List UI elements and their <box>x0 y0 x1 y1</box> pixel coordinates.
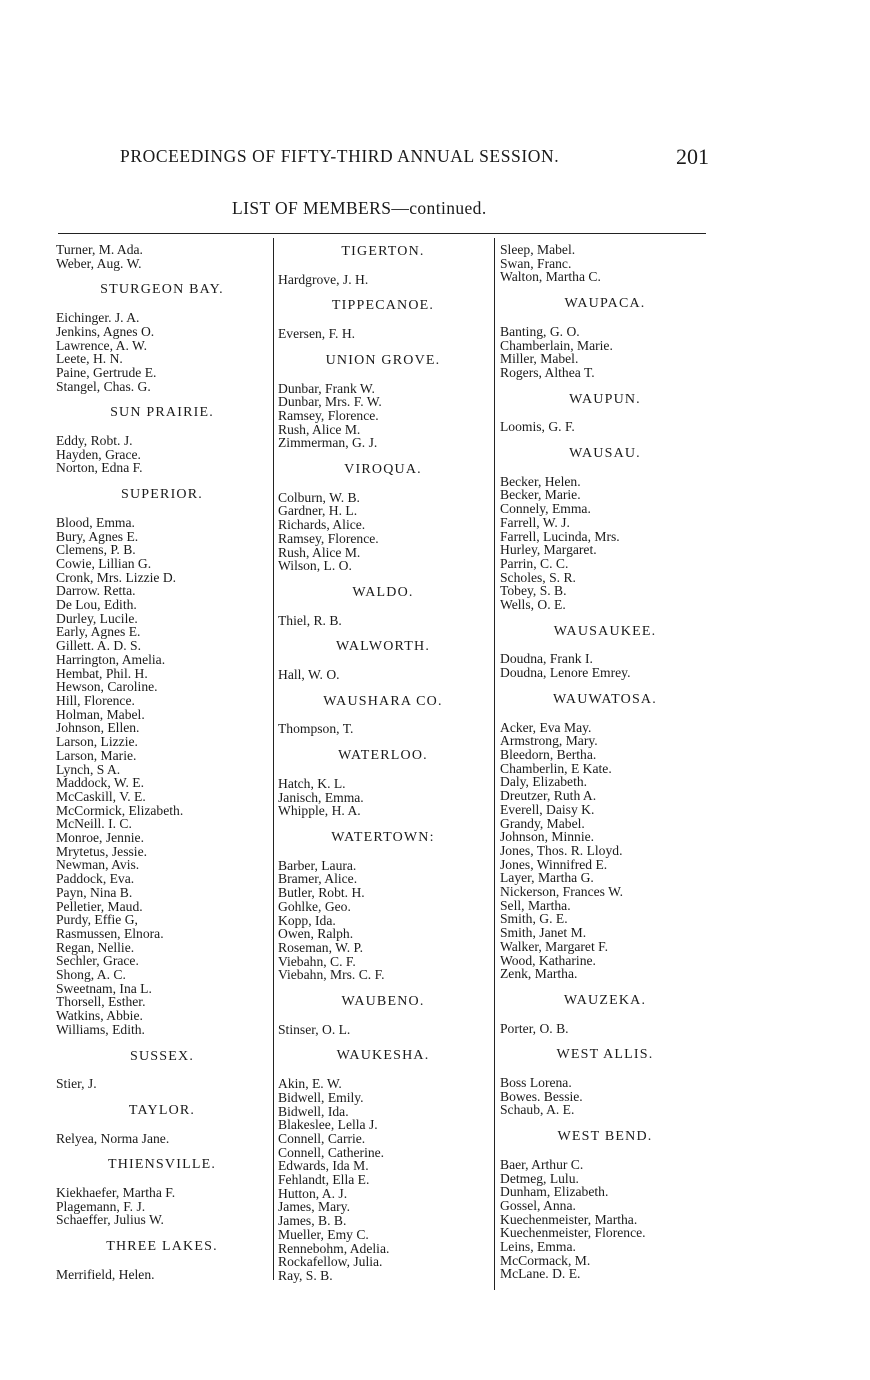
member-name: Mrytetus, Jessie. <box>56 843 147 859</box>
town-heading: SUPERIOR. <box>121 487 203 503</box>
town-heading: THIENSVILLE. <box>107 1157 217 1173</box>
member-name: Butler, Robt. H. <box>278 885 365 901</box>
member-name: Leete, H. N. <box>56 351 123 367</box>
member-name: Larson, Marie. <box>56 747 137 763</box>
member-name: Hutton, A. J. <box>278 1185 348 1201</box>
column-divider <box>273 238 274 1280</box>
page-header-title: PROCEEDINGS OF FIFTY-THIRD ANNUAL SESSION. <box>120 146 560 166</box>
member-name: Walton, Martha C. <box>500 269 601 285</box>
town-heading: UNION GROVE. <box>325 352 441 368</box>
header-rule <box>58 233 706 234</box>
member-name: Acker, Eva May. <box>500 719 592 735</box>
member-name: Dunham, Elizabeth. <box>500 1184 609 1200</box>
member-name: Chamberlain, Marie. <box>500 337 613 353</box>
member-name: Rockafellow, Julia. <box>278 1254 383 1270</box>
member-name: Zenk, Martha. <box>500 966 578 982</box>
member-name: Jenkins, Agnes O. <box>56 323 155 339</box>
member-name: Jones, Thos. R. Lloyd. <box>500 842 623 858</box>
member-name: Lynch, S A. <box>56 761 121 777</box>
member-name: McLane. D. E. <box>500 1266 581 1282</box>
member-name: Layer, Martha G. <box>500 870 594 886</box>
member-name: Smith, G. E. <box>500 911 568 927</box>
member-name: Pelletier, Maud. <box>56 898 143 914</box>
member-name: Walker, Margaret F. <box>500 938 608 954</box>
member-name: Miller, Mabel. <box>500 351 579 367</box>
member-name: Wilson, L. O. <box>278 558 352 574</box>
member-name: Kiekhaefer, Martha F. <box>56 1185 176 1201</box>
member-name: Stinser, O. L. <box>278 1021 351 1037</box>
member-name: Loomis, G. F. <box>500 419 575 435</box>
member-name: Baer, Arthur C. <box>500 1156 584 1172</box>
member-name: Bury, Agnes E. <box>56 528 139 544</box>
member-name: Gardner, H. L. <box>278 503 358 519</box>
town-heading: WEST BEND. <box>557 1129 653 1145</box>
member-name: Grandy, Mabel. <box>500 815 585 831</box>
member-name: Swan, Franc. <box>500 255 572 271</box>
member-name: James, Mary. <box>278 1199 350 1215</box>
member-name: Hewson, Caroline. <box>56 679 158 695</box>
member-name: Hembat, Phil. H. <box>56 665 148 681</box>
column-divider <box>494 238 495 1290</box>
member-name: Kuechenmeister, Florence. <box>500 1225 646 1241</box>
member-name: Bowes. Bessie. <box>500 1088 583 1104</box>
member-name: Kuechenmeister, Martha. <box>500 1211 638 1227</box>
member-name: McCormack, M. <box>500 1252 591 1268</box>
member-name: Bidwell, Ida. <box>278 1103 349 1119</box>
member-name: Plagemann, F. J. <box>56 1198 146 1214</box>
member-name: Boss Lorena. <box>500 1075 572 1091</box>
member-name: Edwards, Ida M. <box>278 1158 369 1174</box>
member-name: Dunbar, Frank W. <box>278 380 375 396</box>
member-name: Cronk, Mrs. Lizzie D. <box>56 569 177 585</box>
member-name: Stier, J. <box>56 1076 97 1092</box>
member-name: Bidwell, Emily. <box>278 1089 364 1105</box>
member-name: Hurley, Margaret. <box>500 542 597 558</box>
member-name: Whipple, H. A. <box>278 803 361 819</box>
member-name: Akin, E. W. <box>278 1076 342 1092</box>
town-heading: WALWORTH. <box>335 639 431 655</box>
member-name: Dreutzer, Ruth A. <box>500 788 597 804</box>
town-heading: THREE LAKES. <box>106 1239 218 1255</box>
member-name: McCormick, Elizabeth. <box>56 802 184 818</box>
member-name: Norton, Edna F. <box>56 460 143 476</box>
town-heading: STURGEON BAY. <box>100 282 224 298</box>
member-name: Bleedorn, Bertha. <box>500 746 597 762</box>
town-heading: WAUBENO. <box>341 994 425 1010</box>
member-name: Harrington, Amelia. <box>56 651 166 667</box>
member-name: Relyea, Norma Jane. <box>56 1130 170 1146</box>
member-name: Parrin, C. C. <box>500 555 569 571</box>
member-name: Porter, O. B. <box>500 1020 569 1036</box>
member-name: Williams, Edith. <box>56 1021 145 1037</box>
town-heading: TAYLOR. <box>128 1102 196 1118</box>
member-name: Leins, Emma. <box>500 1239 576 1255</box>
member-name: Daly, Elizabeth. <box>500 774 588 790</box>
member-name: Turner, M. Ada. <box>56 242 143 257</box>
member-name: Barber, Laura. <box>278 857 357 873</box>
member-name: Sweetnam, Ina L. <box>56 980 152 996</box>
member-name: James, B. B. <box>278 1213 347 1229</box>
member-name: Ramsey, Florence. <box>278 407 379 423</box>
town-heading: WAUSAU. <box>569 446 641 462</box>
member-name: Doudna, Lenore Emrey. <box>500 665 631 681</box>
member-name: Armstrong, Mary. <box>500 733 598 749</box>
member-name: Gossel, Anna. <box>500 1197 576 1213</box>
member-name: Regan, Nellie. <box>56 939 135 955</box>
member-name: Merrifield, Helen. <box>56 1266 155 1282</box>
member-name: Wells, O. E. <box>500 597 566 613</box>
member-name: Viebahn, Mrs. C. F. <box>278 967 385 983</box>
member-name: Smith, Janet M. <box>500 925 587 941</box>
member-name: Rogers, Althea T. <box>500 364 595 380</box>
member-name: Scholes, S. R. <box>500 569 576 585</box>
member-name: Eddy, Robt. J. <box>56 433 133 449</box>
member-name: Colburn, W. B. <box>278 489 360 505</box>
member-name: Roseman, W. P. <box>278 939 363 955</box>
member-name: Schaeffer, Julius W. <box>56 1212 164 1228</box>
member-name: De Lou, Edith. <box>56 597 137 613</box>
member-name: Johnson, Ellen. <box>56 720 140 736</box>
town-heading: WAUKESHA. <box>336 1048 430 1064</box>
member-name: Cowie, Lillian G. <box>56 555 152 571</box>
member-name: Weber, Aug. W. <box>56 255 142 271</box>
member-name: Maddock, W. E. <box>56 775 144 791</box>
member-name: Durley, Lucile. <box>56 610 138 626</box>
town-heading: WAUSAUKEE. <box>553 623 657 639</box>
member-name: Nickerson, Frances W. <box>500 884 624 900</box>
member-name: Connell, Carrie. <box>278 1130 366 1146</box>
member-name: Clemens, P. B. <box>56 542 136 558</box>
member-name: Eversen, F. H. <box>278 326 356 342</box>
member-name: Connely, Emma. <box>500 501 591 517</box>
town-heading: WATERTOWN: <box>331 829 435 845</box>
town-heading: WAUSHARA CO. <box>323 693 443 709</box>
member-name: Richards, Alice. <box>278 517 366 533</box>
member-name: Hill, Florence. <box>56 692 135 708</box>
member-name: Detmeg, Lulu. <box>500 1170 579 1186</box>
member-name: Janisch, Emma. <box>278 789 364 805</box>
member-name: Zimmerman, G. J. <box>278 435 378 451</box>
member-name: Hall, W. O. <box>278 667 340 683</box>
town-heading: WATERLOO. <box>338 748 428 764</box>
member-name: Early, Agnes E. <box>56 624 141 640</box>
member-name: Paine, Gertrude E. <box>56 364 157 380</box>
member-name: Mueller, Emy C. <box>278 1226 369 1242</box>
member-name: Johnson, Minnie. <box>500 829 595 845</box>
member-name: Thorsell, Esther. <box>56 994 146 1010</box>
member-name: Tobey, S. B. <box>500 583 567 599</box>
town-heading: WAUWATOSA. <box>553 691 657 707</box>
town-heading: VIROQUA. <box>344 462 422 478</box>
member-name: Fehlandt, Ella E. <box>278 1172 370 1188</box>
member-name: Chamberlin, E Kate. <box>500 760 612 776</box>
town-heading: TIPPECANOE. <box>331 298 435 314</box>
member-name: Sell, Martha. <box>500 897 571 913</box>
member-column-2 <box>278 243 488 1283</box>
member-name: Ray, S. B. <box>278 1267 333 1283</box>
member-name: Darrow. Retta. <box>56 583 136 599</box>
member-name: Hardgrove, J. H. <box>278 271 369 287</box>
member-name: McNeill. I. C. <box>56 816 132 832</box>
member-name: Becker, Marie. <box>500 487 581 503</box>
member-name: Rennebohm, Adelia. <box>278 1240 390 1256</box>
member-name: Payn, Nina B. <box>56 884 133 900</box>
member-name: McCaskill, V. E. <box>56 788 146 804</box>
member-name: Paddock, Eva. <box>56 871 135 887</box>
member-name: Kopp, Ida. <box>278 912 336 928</box>
member-name: Purdy, Effie G, <box>56 912 138 928</box>
member-name: Blakeslee, Lella J. <box>278 1117 378 1133</box>
member-name: Thompson, T. <box>278 721 354 737</box>
member-name: Farrell, Lucinda, Mrs. <box>500 528 620 544</box>
member-name: Doudna, Frank I. <box>500 651 593 667</box>
member-name: Stangel, Chas. G. <box>56 378 151 394</box>
member-name: Rush, Alice M. <box>278 421 361 437</box>
town-heading: SUSSEX. <box>129 1048 195 1064</box>
town-heading: WAUZEKA. <box>563 992 647 1008</box>
member-name: Bramer, Alice. <box>278 871 358 887</box>
member-name: Rasmussen, Elnora. <box>56 925 164 941</box>
member-name: Shong, A. C. <box>56 967 126 983</box>
member-name: Viebahn, C. F. <box>278 953 356 969</box>
member-name: Gohlke, Geo. <box>278 898 351 914</box>
member-name: Everell, Daisy K. <box>500 801 595 817</box>
member-name: Banting, G. O. <box>500 323 580 339</box>
member-name: Monroe, Jennie. <box>56 830 144 846</box>
member-column-1 <box>56 243 268 1282</box>
list-subtitle: LIST OF MEMBERS—continued. <box>232 198 487 218</box>
member-name: Rush, Alice M. <box>278 544 361 560</box>
member-name: Farrell, W. J. <box>500 514 570 530</box>
town-heading: SUN PRAIRIE. <box>110 405 214 421</box>
town-heading: WALDO. <box>352 584 414 600</box>
member-name: Newman, Avis. <box>56 857 140 873</box>
member-name: Thiel, R. B. <box>278 612 342 628</box>
town-heading: TIGERTON. <box>341 244 425 259</box>
member-name: Connell, Catherine. <box>278 1144 385 1160</box>
page-number: 201 <box>676 144 709 169</box>
member-name: Watkins, Abbie. <box>56 1008 143 1024</box>
member-name: Holman, Mabel. <box>56 706 145 722</box>
member-name: Owen, Ralph. <box>278 926 354 942</box>
member-name: Hatch, K. L. <box>278 775 346 791</box>
member-column-3 <box>500 243 710 1281</box>
member-name: Hayden, Grace. <box>56 446 141 462</box>
town-heading: WEST ALLIS. <box>556 1047 654 1063</box>
member-name: Larson, Lizzie. <box>56 734 138 750</box>
member-name: Ramsey, Florence. <box>278 530 379 546</box>
member-name: Eichinger. J. A. <box>56 310 140 326</box>
town-heading: WAUPUN. <box>569 391 641 407</box>
member-name: Schaub, A. E. <box>500 1102 575 1118</box>
member-name: Dunbar, Mrs. F. W. <box>278 394 382 410</box>
member-name: Sechler, Grace. <box>56 953 139 969</box>
member-name: Sleep, Mabel. <box>500 242 576 257</box>
town-heading: WAUPACA. <box>564 296 646 312</box>
member-name: Gillett. A. D. S. <box>56 638 141 654</box>
member-name: Wood, Katharine. <box>500 952 596 968</box>
member-name: Blood, Emma. <box>56 514 135 530</box>
member-name: Lawrence, A. W. <box>56 337 147 353</box>
member-name: Jones, Winnifred E. <box>500 856 608 872</box>
member-name: Becker, Helen. <box>500 473 581 489</box>
